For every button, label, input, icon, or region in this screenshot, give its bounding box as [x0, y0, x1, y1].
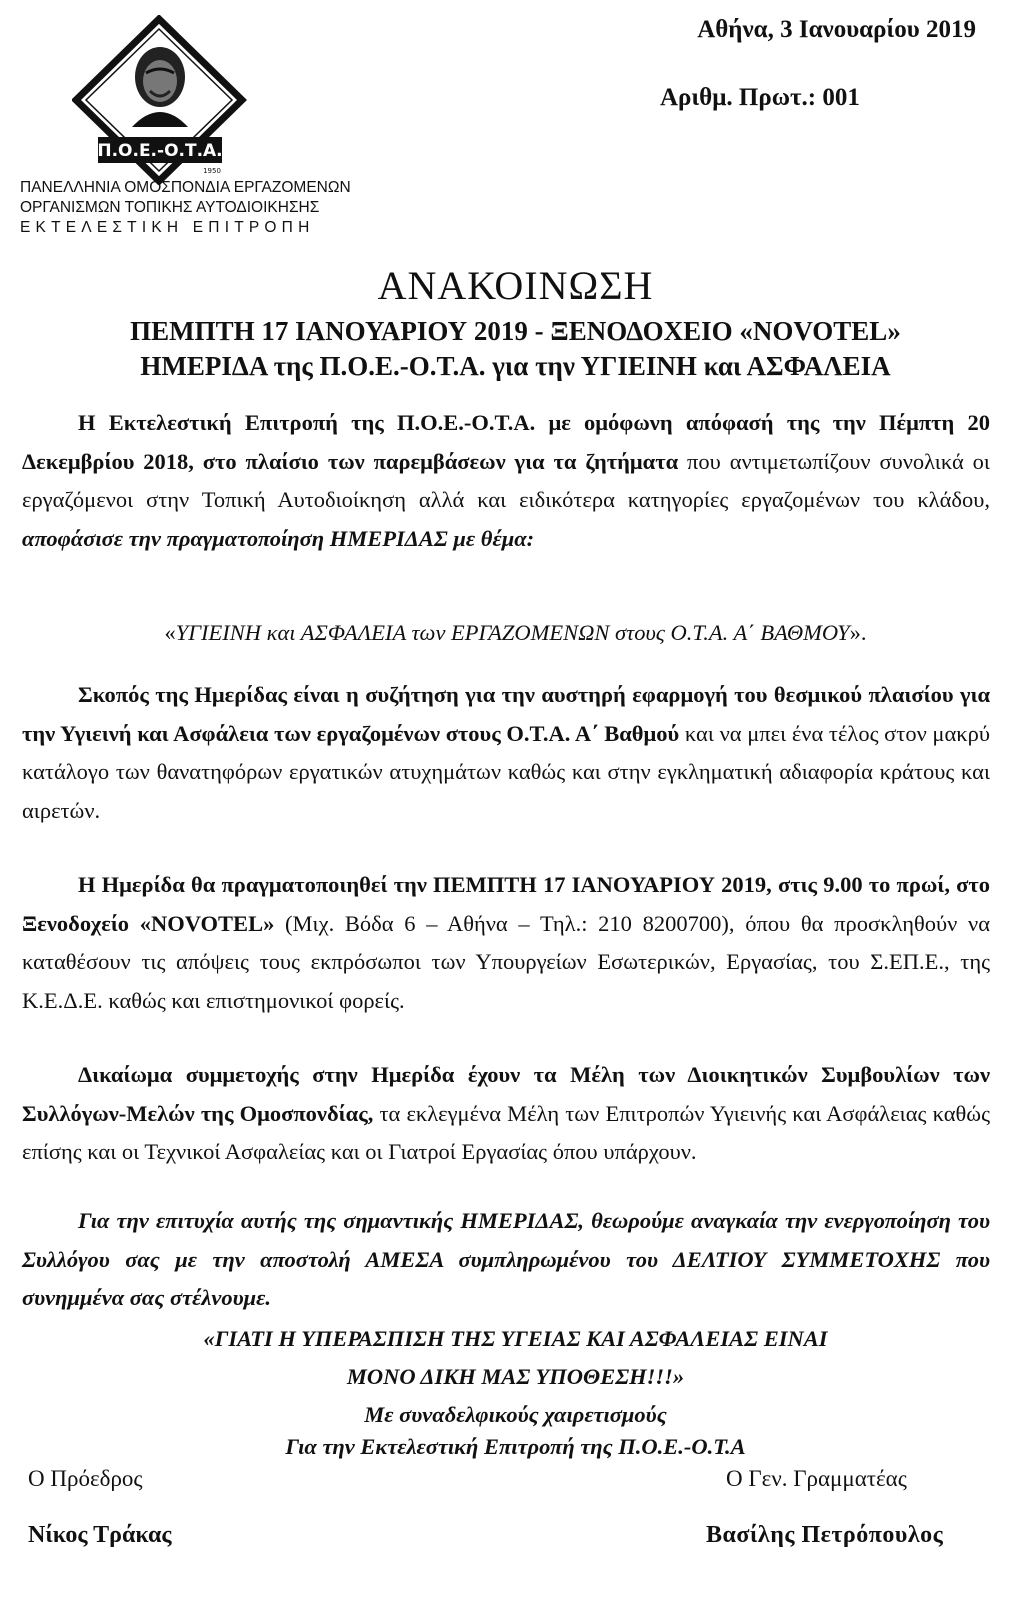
- paragraph-venue-bold: Η Ημερίδα θα πραγματοποιηθεί την ΠΕΜΠΤΗ 17 ΙΑΝΟΥΑΡΙΟΥ 2019, στις 9.00 το πρωί, στο Ξενοδοχείο «NOVOTEL»: [22, 872, 990, 936]
- paragraph-decision-emphasis: αποφάσισε την πραγματοποίηση ΗΜΕΡΙΔΑΣ με θέμα:: [22, 525, 535, 551]
- paragraph-purpose-bold: Σκοπός της Ημερίδας είναι η συζήτηση για την αυστηρή εφαρμογή του θεσμικού πλαισίου για την Υγιεινή και Ασφάλεια των εργαζομένων στους Ο.Τ.Α. Α΄ Βαθμού: [22, 682, 990, 746]
- org-name-line2: ΟΡΓΑΝΙΣΜΩΝ ΤΟΠΙΚΗΣ ΑΥΤΟΔΙΟΙΚΗΣΗΣ: [20, 199, 320, 216]
- greeting-line2: Για την Εκτελεστική Επιτροπή της Π.Ο.Ε.-Ο.Τ.Α: [285, 1434, 746, 1459]
- paragraph-decision-text: που αντιμετωπίζουν συνολικά οι εργαζόμενοι στην Τοπική Αυτοδιοίκηση αλλά και ειδικότερα κατηγορίες εργαζομένων του κλάδου,: [22, 448, 990, 512]
- paragraph-venue-text: (Μιχ. Βόδα 6 – Αθήνα – Τηλ.: 210 8200700), όπου θα προσκληθούν να καταθέσουν τις απόψεις τους εκπρόσωποι των Υπουργείων Εσωτερικών, Εργασίας, του Σ.ΕΠ.Ε., της Κ.Ε.Δ.Ε. καθώς και επιστημονικοί φορείς.: [22, 910, 990, 1013]
- slogan-line1: «ΓΙΑΤΙ Η ΥΠΕΡΑΣΠΙΣΗ ΤΗΣ ΥΓΕΙΑΣ ΚΑΙ ΑΣΦΑΛΕΙΑΣ ΕΙΝΑΙ: [203, 1326, 828, 1351]
- document-date: Αθήνα, 3 Ιανουαρίου 2019: [697, 16, 976, 43]
- quote-close: ».: [849, 620, 867, 645]
- paragraph-purpose-text: και να μπει ένα τέλος στον μακρύ κατάλογο των θανατηφόρων εργατικών ατυχημάτων καθώς και στην εγκληματική αδιαφορία κράτους και αιρετών.: [22, 720, 990, 823]
- logo-badge-year: 1950: [203, 167, 221, 175]
- org-name-line1: ΠΑΝΕΛΛΗΝΙΑ ΟΜΟΣΠΟΝΔΙΑ ΕΡΓΑΖΟΜΕΝΩΝ: [20, 179, 351, 196]
- organization-name: [20, 178, 351, 238]
- paragraph-call-to-action-text: Για την επιτυχία αυτής της σημαντικής ΗΜΕΡΙΔΑΣ, θεωρούμε αναγκαία την ενεργοποίηση του Συλλόγου σας με την αποστολή ΑΜΕΣΑ συμπληρωμένου του ΔΕΛΤΙΟΥ ΣΥΜΜΕΤΟΧΗΣ που συνημμένα σας στέλνουμε.: [22, 1208, 990, 1310]
- paragraph-decision-bold: Η Εκτελεστική Επιτροπή της Π.Ο.Ε.-Ο.Τ.Α. με ομόφωνη απόφασή της την Πέμπτη 20 Δεκεμβρίου 2018, στο πλαίσιο των παρεμβάσεων για τα ζητήματα: [22, 410, 990, 474]
- slogan-line2: ΜΟΝΟ ΔΙΚΗ ΜΑΣ ΥΠΟΘΕΣΗ!!!»: [346, 1364, 685, 1389]
- quote-text: ΥΓΙΕΙΝΗ και ΑΣΦΑΛΕΙΑ των ΕΡΓΑΖΟΜΕΝΩΝ στους Ο.Τ.Α. Α΄ ΒΑΘΜΟΥ: [175, 620, 850, 645]
- president-role: Ο Πρόεδρος: [28, 1466, 143, 1491]
- secretary-role: Ο Γεν. Γραμματέας: [726, 1466, 907, 1491]
- president-name: Νίκος Τράκας: [28, 1522, 172, 1548]
- document-title: ΑΝΑΚΟΙΝΩΣΗ: [377, 263, 654, 308]
- paragraph-call-to-action: [22, 1202, 990, 1318]
- event-theme-quote: [0, 620, 1031, 646]
- protocol-number: Αριθμ. Πρωτ.: 001: [660, 84, 860, 111]
- logo-diamond-icon: [72, 15, 247, 185]
- paragraph-participation-text: τα εκλεγμένα Μέλη των Επιτροπών Υγιεινής και Ασφάλειας καθώς επίσης και οι Τεχνικοί Ασφαλείας και οι Γιατροί Εργασίας όπου υπάρχουν.: [22, 1100, 991, 1164]
- quote-open: «: [164, 620, 176, 645]
- logo-badge-text: Π.Ο.Ε.-Ο.Τ.Α.: [97, 141, 223, 161]
- org-name-line3: ΕΚΤΕΛΕΣΤΙΚΗ ΕΠΙΤΡΟΠΗ: [20, 219, 315, 236]
- greeting-line1: Με συναδελφικούς χαιρετισμούς: [364, 1402, 667, 1427]
- document-subtitle-topic: ΗΜΕΡΙΔΑ της Π.Ο.Ε.-Ο.Τ.Α. για την ΥΓΙΕΙΝΗ και ΑΣΦΑΛΕΙΑ: [140, 351, 891, 381]
- organization-logo: [72, 15, 247, 185]
- paragraph-venue: [22, 866, 990, 1020]
- document-subtitle-event: ΠΕΜΠΤΗ 17 ΙΑΝΟΥΑΡΙΟΥ 2019 - ΞΕΝΟΔΟΧΕΙΟ «NOVOTEL»: [130, 316, 901, 346]
- paragraph-participation: [22, 1056, 990, 1172]
- secretary-name: Βασίλης Πετρόπουλος: [706, 1522, 944, 1548]
- paragraph-decision: [22, 404, 990, 558]
- paragraph-participation-bold: Δικαίωμα συμμετοχής στην Ημερίδα έχουν τα Μέλη των Διοικητικών Συμβουλίων των Συλλόγων-Μελών της Ομοσπονδίας,: [22, 1062, 990, 1126]
- paragraph-purpose: [22, 676, 990, 830]
